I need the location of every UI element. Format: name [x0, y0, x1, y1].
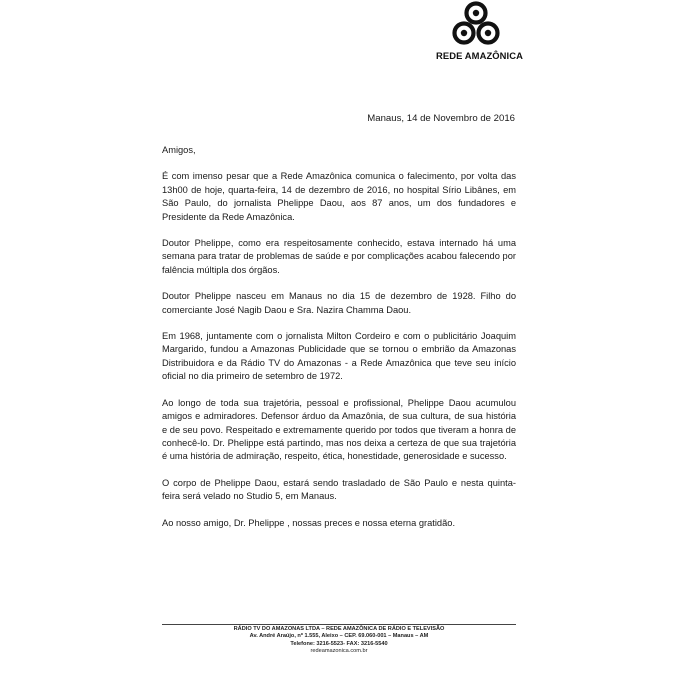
footer-divider — [162, 624, 516, 625]
letter-paragraph: Doutor Phelippe, como era respeitosamente conhecido, estava internado há uma semana para tratar de problemas de saúde e por complicações acabou falecendo por falência múltipla dos órgãos. — [162, 238, 516, 275]
letterhead-footer — [162, 626, 516, 656]
footer-phone: Telefone: 3216-5523- FAX: 3216-5540 — [290, 640, 388, 647]
letter-closing: Ao nosso amigo, Dr. Phelippe , nossas preces e nossa eterna gratidão. — [162, 517, 456, 528]
letter-date: Manaus, 14 de Novembro de 2016 — [367, 113, 515, 124]
footer-address: Av. André Araújo, nº 1.555, Aleixo – CEP. 69.060-001 – Manaus – AM — [249, 633, 429, 640]
letter-paragraph: É com imenso pesar que a Rede Amazônica comunica o falecimento, por volta das 13h00 de hoje, quarta-feira, 14 de dezembro de 2016, no hospital Sírio Libânes, em São Paulo, do jornalista Phelippe Daou, aos 87 anos, um dos fundadores e Presidente da Rede Amazônica. — [162, 171, 516, 222]
footer-company-name: RÁDIO TV DO AMAZONAS LTDA – REDE AMAZÔNICA DE RÁDIO E TELEVISÃO — [233, 626, 445, 632]
logo-wordmark: REDE AMAZÔNICA — [436, 50, 523, 61]
rede-amazonica-logo — [436, 0, 523, 62]
rede-amazonica-trefoil-icon — [450, 0, 502, 48]
letter-paragraph: Ao longo de toda sua trajetória, pessoal e profissional, Phelippe Daou acumulou amigos e admiradores. Defensor árduo da Amazônia, de sua cultura, de sua história e de seu povo. Respeitado e extremamente querido por todos que tiveram a honra de conhecê-lo. Dr. Phelippe está partindo, mas nos deixa a certeza de que sua trajetória é uma história de admiração, respeito, ética, honestidade, generosidade e sucesso. — [162, 397, 516, 462]
footer-website: redeamazonica.com.br — [310, 648, 368, 655]
letter-greeting: Amigos, — [162, 145, 196, 155]
letter-body — [162, 144, 516, 543]
letter-paragraph: O corpo de Phelippe Daou, estará sendo trasladado de São Paulo e nesta quinta-feira será velado no Studio 5, em Manaus. — [162, 477, 516, 502]
letter-paragraph: Em 1968, juntamente com o jornalista Milton Cordeiro e com o publicitário Joaquim Margarido, fundou a Amazonas Publicidade que se tornou o embrião da Amazonas Distribuidora e da Rádio TV do Amazonas - a Rede Amazônica que teve seu início oficial no dia primeiro de setembro de 1972. — [162, 331, 516, 382]
letter-paragraph: Doutor Phelippe nasceu em Manaus no dia 15 de dezembro de 1928. Filho do comerciante José Nagib Daou e Sra. Nazira Chamma Daou. — [162, 291, 516, 315]
